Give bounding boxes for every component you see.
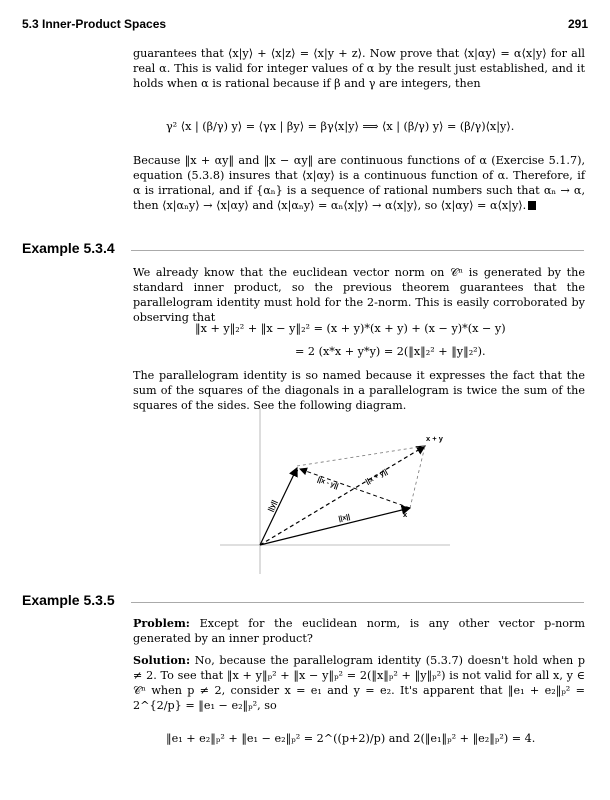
example-title-534: Example 5.3.4 [22,240,115,256]
running-header [22,17,588,33]
problem-text: Except for the euclidean norm, is any other vector p-norm generated by an inner product? [133,617,585,645]
label-x-plus-y: x + y [426,434,443,443]
label-x: x [403,510,408,519]
label-norm-sum: ||x + y|| [364,468,389,486]
problem-paragraph [133,616,585,646]
parallelogram-equation-line-2: = 2 (x*x + y*y) = 2(‖x‖₂² + ‖y‖₂²). [295,345,486,358]
parallelogram-right-edge [410,446,425,508]
solution-text: No, because the parallelogram identity (5.3.7) doesn't hold when p ≠ 2. To see that ‖x + y‖ₚ² + ‖x − y‖ₚ² = 2(‖x‖ₚ² + ‖y‖ₚ²) is not valid for all x, y ∈ 𝒞ⁿ when p ≠ 2, consider x = e₁ and y = e₂. It's apparent that ‖e₁ + e₂‖ₚ² = 2^{2/p} = ‖e₁ − e₂‖ₚ², so [133,654,585,712]
label-norm-y: ||y|| [267,499,279,513]
example-534-paragraph-2: The parallelogram identity is so named because it expresses the fact that the sum of the squares of the diagonals in a parallelogram is twice the sum of the squares of the sides. See the following diagram. [133,369,585,412]
example-rule-535 [131,602,584,603]
solution-paragraph [133,653,585,713]
end-of-proof-box [528,201,536,210]
intro-paragraph-2 [133,153,585,213]
example-534-paragraph-1: We already know that the euclidean vector norm on 𝒞ⁿ is generated by the standard inner product, so the previous theorem guarantees that the parallelogram identity must hold for the 2-norm. This is easily corroborated by observing that [133,266,585,324]
vector-x-arrow [260,508,410,545]
example-title-535: Example 5.3.5 [22,592,115,608]
solution-label: Solution: [133,653,191,667]
p-norm-counterexample-equation: ‖e₁ + e₂‖ₚ² + ‖e₁ − e₂‖ₚ² = 2^((p+2)/p) and 2(‖e₁‖ₚ² + ‖e₂‖ₚ²) = 4. [166,732,536,745]
parallelogram-top-edge [297,446,425,466]
intro-paragraph-1: guarantees that ⟨x|y⟩ + ⟨x|z⟩ = ⟨x|y + z⟩. Now prove that ⟨x|αy⟩ = α⟨x|y⟩ for all real α. This is valid for integer values of α by the result just established, and it holds when α is rational because if β and γ are integers, then [133,47,585,90]
vector-difference-arrow [300,469,410,508]
vector-sum-arrow [260,446,425,545]
page-number: 291 [567,17,588,31]
label-y: y [294,467,299,476]
label-norm-difference: ||x - y|| [316,476,340,491]
example-rule-534 [131,250,584,251]
parallelogram-equation-line-1: ‖x + y‖₂² + ‖x − y‖₂² = (x + y)*(x + y) + (x − y)*(x − y) [195,322,506,335]
parallelogram-diagram [220,408,460,578]
section-title: 5.3 Inner-Product Spaces [22,17,167,31]
problem-label: Problem: [133,616,190,630]
rational-scaling-equation: γ² ⟨x | (β/γ) y⟩ = ⟨γx | βy⟩ = βγ⟨x|y⟩ ⟹ ⟨x | (β/γ) y⟩ = (β/γ)⟨x|y⟩. [166,120,515,133]
continuity-argument-text: Because ‖x + αy‖ and ‖x − αy‖ are continuous functions of α (Exercise 5.1.7), equation (5.3.8) insures that ⟨x|αy⟩ is a continuous function of α. Therefore, if α is irrational, and if {αₙ} is a sequence of rational numbers such that αₙ → α, then ⟨x|αₙy⟩ → ⟨x|αy⟩ and ⟨x|αₙy⟩ = αₙ⟨x|y⟩ → α⟨x|y⟩, so ⟨x|αy⟩ = α⟨x|y⟩. [133,154,585,212]
label-norm-x: ||x|| [337,513,351,523]
